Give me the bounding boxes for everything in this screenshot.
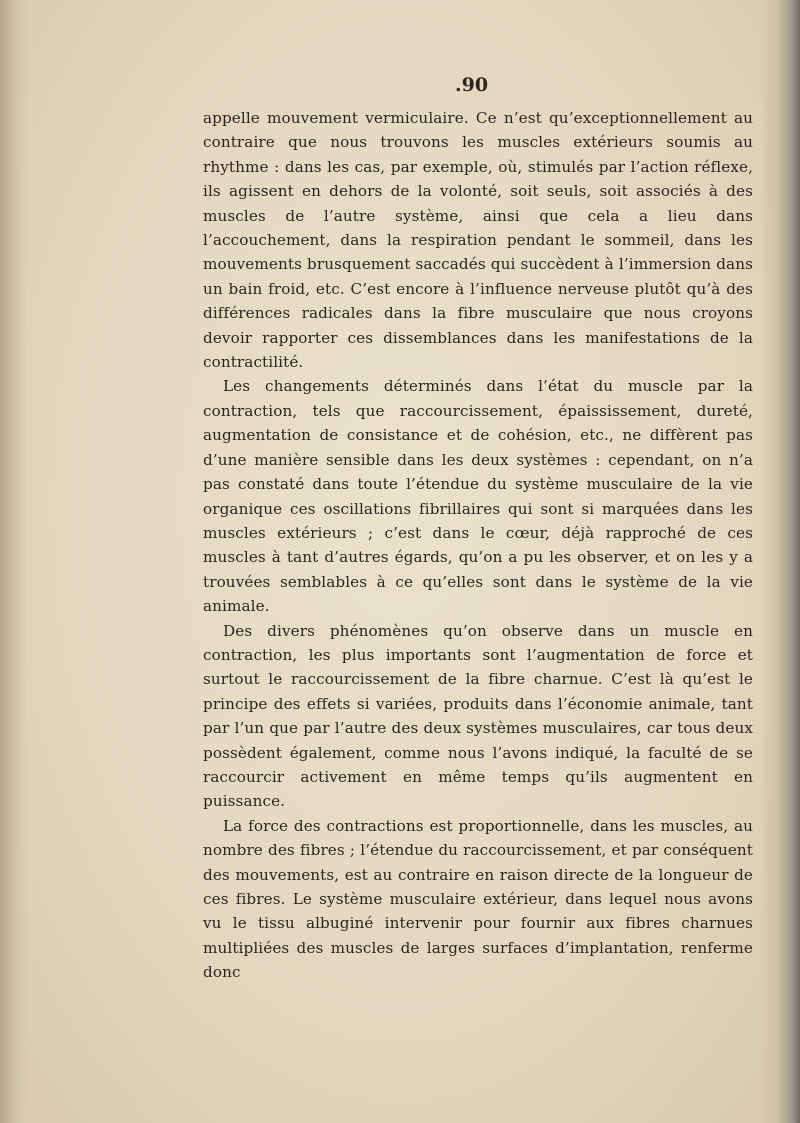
paragraph-contraction-phenomena: Des divers phénomènes qu’on observe dans un muscle en contraction, les plus importants sont l’augmentation de force et surtout le raccourcissement de la fibre charnue. C’est là qu’est le principe des effets si variées, produits dans l’économie animale, tant par l’un que par l’autre des deux systèmes musculaires, car tous deux possèdent également, comme nous l’avons indiqué, la faculté de se raccourcir activement en même temps qu’ils augmentent en puissance. xyxy=(203,621,753,811)
page-number: .90 xyxy=(455,74,489,96)
page-right-edge-shadow xyxy=(760,0,800,1123)
paragraph-contraction-force: La force des contractions est proportionnelle, dans les muscles, au nombre des fibres ; l’étendue du raccourcissement, et par conséquent des mouvements, est au contraire en raison directe de la longueur de ces fibres. Le système musculaire extérieur, dans lequel nous avons vu le tissu albuginé intervenir pour fournir aux fibres charnues multipliées des muscles de larges surfaces d’implantation, renferme donc xyxy=(203,816,753,982)
paragraph-contraction-changes: Les changements déterminés dans l’état du muscle par la contraction, tels que raccourcissement, épaississement, dureté, augmentation de consistance et de cohésion, etc., ne diffèrent pas d’une manière sensible dans les deux systèmes : cependant, on n’a pas constaté dans toute l’étendue du système musculaire de la vie organique ces oscillations fibrillaires qui sont si marquées dans les muscles extérieurs ; c’est dans le cœur, déjà rapproché de ces muscles à tant d’autres égards, qu’on a pu les observer, et on les y a trouvées semblables à ce qu’elles sont dans le système de la vie animale. xyxy=(203,377,753,616)
body-text xyxy=(203,106,753,985)
page-left-edge-shadow xyxy=(0,0,28,1123)
paragraph-continuation: appelle mouvement vermiculaire. Ce n’est qu’exceptionnellement au contraire que nous trouvons les muscles extérieurs soumis au rhythme : dans les cas, par exemple, où, stimulés par l’action réflexe, ils agissent en dehors de la volonté, soit seuls, soit associés à des muscles de l’autre système, ainsi que cela a lieu dans l’accouchement, dans la respiration pendant le sommeil, dans les mouvements brusquement saccadés qui succèdent à l’immersion dans un bain froid, etc. C’est encore à l’influence nerveuse plutôt qu’à des différences radicales dans la fibre musculaire que nous croyons devoir rapporter ces dissemblances dans les manifestations de la contractilité. xyxy=(203,109,753,372)
